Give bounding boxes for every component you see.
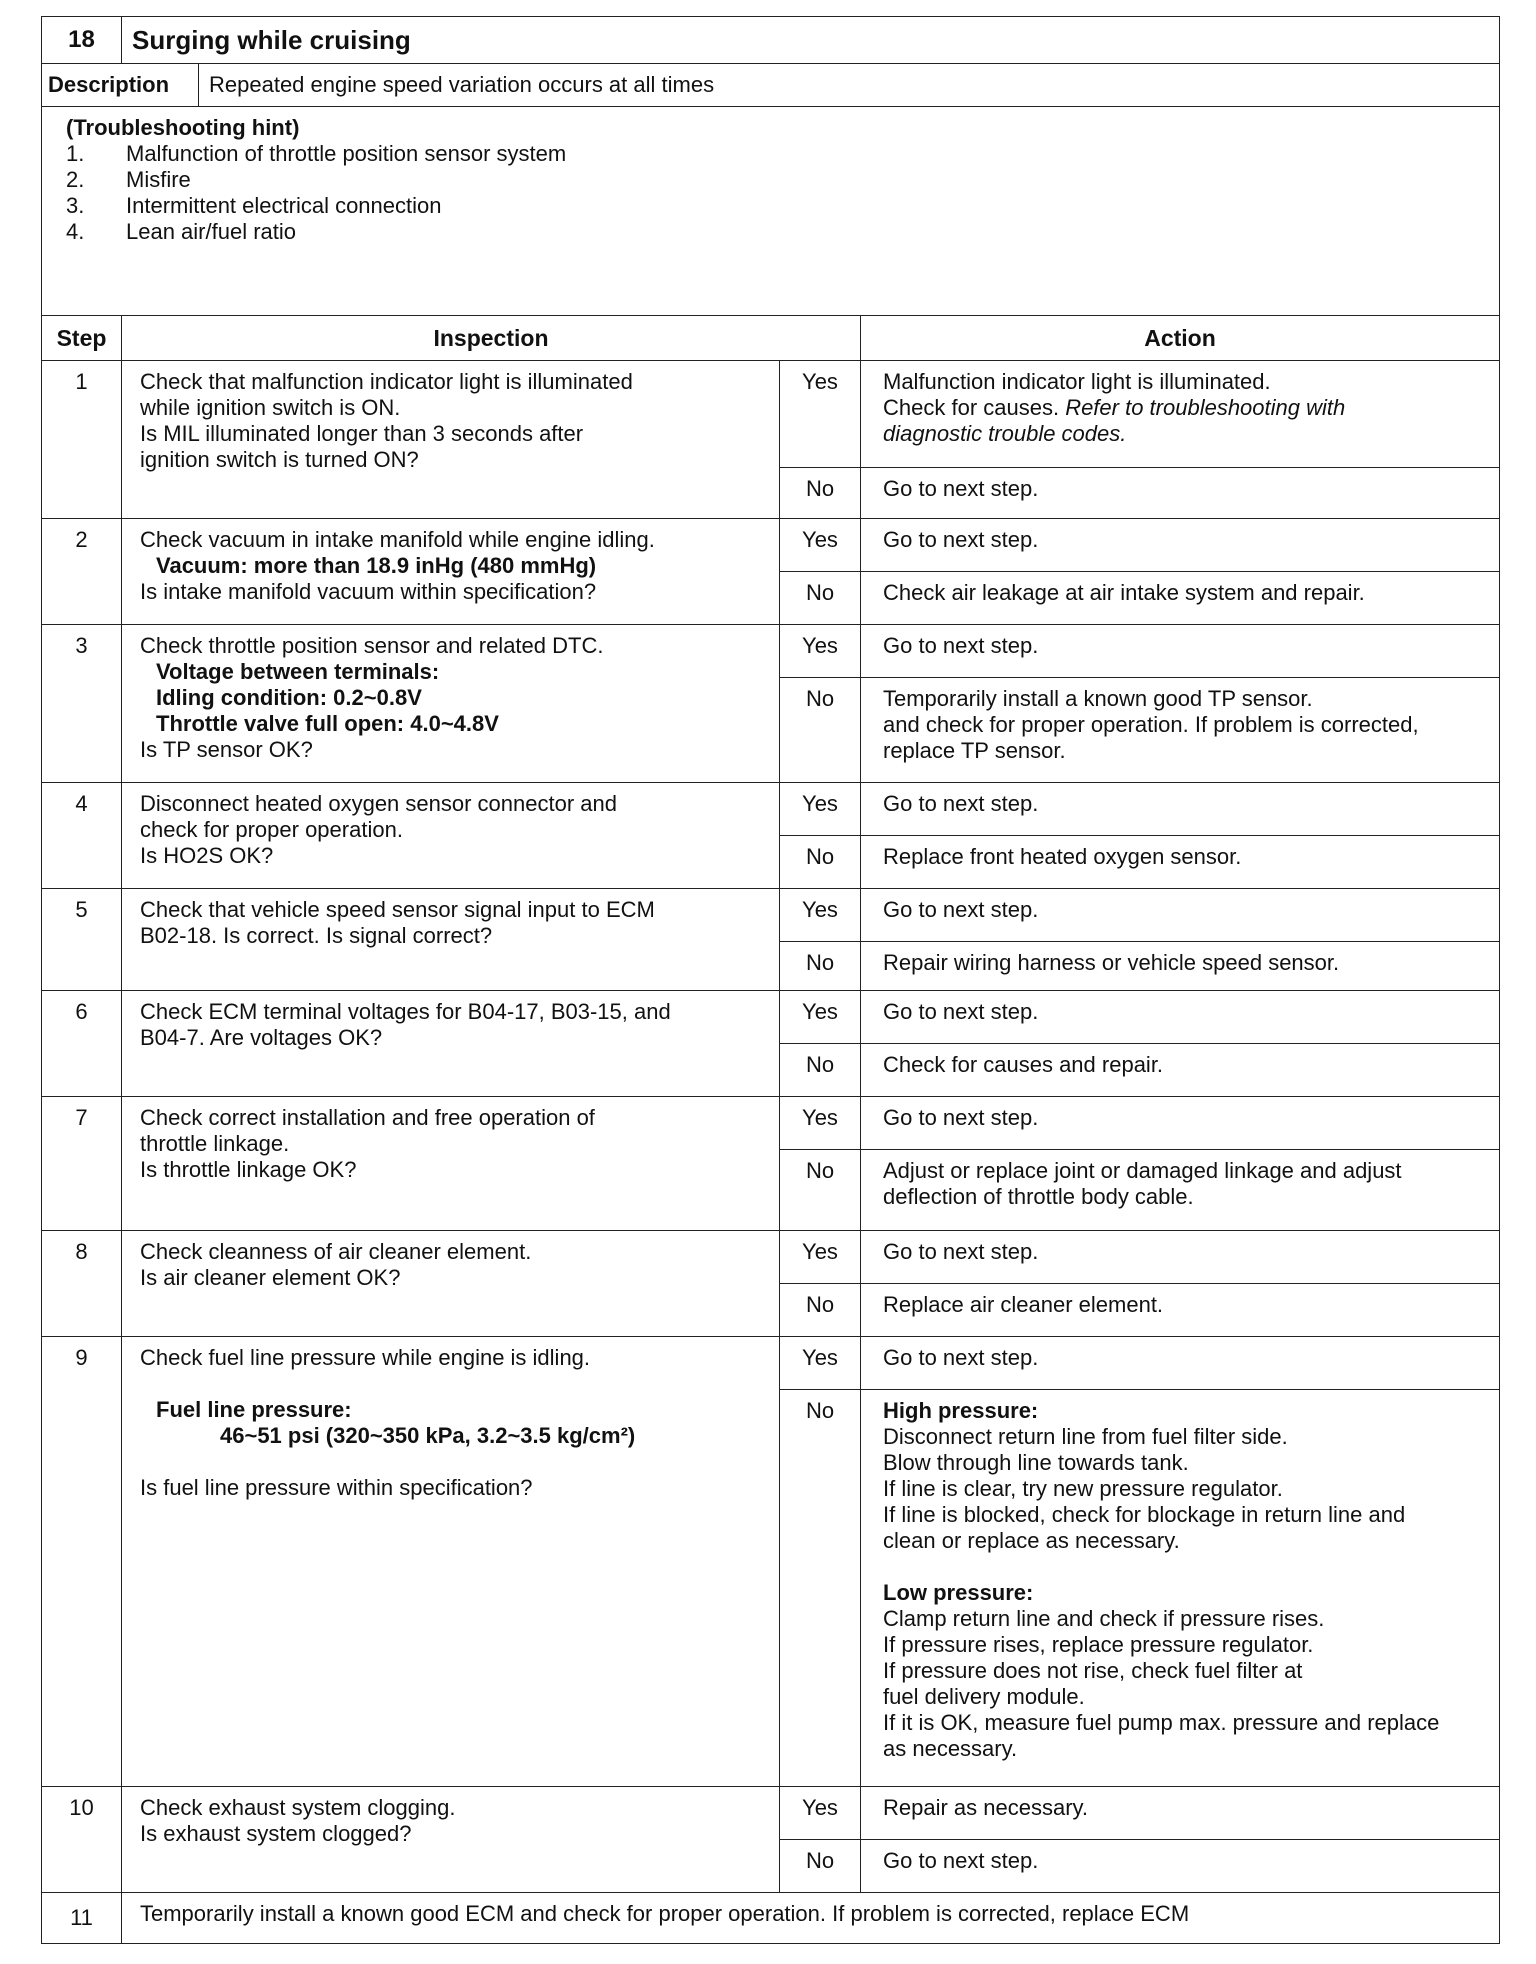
step-inspection: Check throttle position sensor and related DTC. Voltage between terminals: Idling condition: 0.2~0.8V Throttle valve full open: 4.0~4.8V Is TP sensor OK? [122,625,780,783]
yes-action: Malfunction indicator light is illuminated. Check for causes. Refer to troubleshooting with diagnostic trouble codes. [861,361,1500,468]
no-label: No [780,468,861,519]
no-action: Go to next step. [861,1840,1500,1893]
no-label: No [780,1840,861,1893]
high-pressure-title: High pressure: [883,1398,1039,1423]
yes-action: Go to next step. [861,1231,1500,1284]
no-label: No [780,678,861,783]
yes-action: Repair as necessary. [861,1787,1500,1840]
step-inspection: Check that vehicle speed sensor signal input to ECM B02-18. Is correct. Is signal correct? [122,889,780,991]
symptom-number: 18 [42,17,122,64]
step-inspection: Check cleanness of air cleaner element. Is air cleaner element OK? [122,1231,780,1337]
yes-action: Go to next step. [861,783,1500,836]
step-number: 10 [42,1787,122,1893]
no-action: Adjust or replace joint or damaged linkage and adjust deflection of throttle body cable. [861,1150,1500,1231]
no-action: Check for causes and repair. [861,1044,1500,1097]
no-label: No [780,1284,861,1337]
step-row [42,519,1500,572]
no-action: Go to next step. [861,468,1500,519]
no-action: Check air leakage at air intake system and repair. [861,572,1500,625]
no-label: No [780,1044,861,1097]
column-header-inspection: Inspection [122,316,861,361]
yes-label: Yes [780,991,861,1044]
step-inspection: Check that malfunction indicator light is illuminated while ignition switch is ON. Is MIL illuminated longer than 3 seconds after ignition switch is turned ON? [122,361,780,519]
step-number: 3 [42,625,122,783]
no-label: No [780,942,861,991]
no-label: No [780,1390,861,1787]
description-label: Description [42,64,199,107]
step-inspection: Check correct installation and free operation of throttle linkage. Is throttle linkage OK? [122,1097,780,1231]
description-row [42,64,1500,107]
step-row [42,1097,1500,1150]
hints-title: (Troubleshooting hint) [66,115,300,140]
yes-action: Go to next step. [861,519,1500,572]
hints-row [42,107,1500,316]
no-label: No [780,572,861,625]
description-text: Repeated engine speed variation occurs at all times [199,64,1500,107]
step-number: 8 [42,1231,122,1337]
no-action: Replace air cleaner element. [861,1284,1500,1337]
step-row [42,991,1500,1044]
troubleshooting-table [41,16,1500,1944]
yes-label: Yes [780,1787,861,1840]
hint-item: 2. Misfire [66,167,191,192]
step-row [42,889,1500,942]
step-row [42,625,1500,678]
yes-action: Go to next step. [861,625,1500,678]
step-row [42,361,1500,468]
step-inspection: Disconnect heated oxygen sensor connector and check for proper operation. Is HO2S OK? [122,783,780,889]
yes-action: Go to next step. [861,1097,1500,1150]
step-row [42,1337,1500,1390]
no-action: Replace front heated oxygen sensor. [861,836,1500,889]
yes-label: Yes [780,1097,861,1150]
step-number: 11 [42,1893,122,1944]
hint-item: 1. Malfunction of throttle position sensor system [66,141,567,166]
column-header-action: Action [861,316,1500,361]
step-number: 9 [42,1337,122,1787]
step-number: 1 [42,361,122,519]
hint-item: 4. Lean air/fuel ratio [66,219,296,244]
step-inspection: Check ECM terminal voltages for B04-17, B03-15, and B04-7. Are voltages OK? [122,991,780,1097]
step-number: 5 [42,889,122,991]
step-inspection: Check vacuum in intake manifold while engine idling. Vacuum: more than 18.9 inHg (480 mmHg) Is intake manifold vacuum within specification? [122,519,780,625]
low-pressure-title: Low pressure: [883,1580,1034,1605]
column-header-row [42,316,1500,361]
no-action: High pressure: Disconnect return line from fuel filter side. Blow through line towards tank. If line is clear, try new pressure regulator. If line is blocked, check for blockage in return line and clean or replace as necessary. Low pressure: Clamp return line and check if pressure rises. If pressure rises, replace pressure regulator. If pressure does not rise, check fuel filter at fuel delivery module. If it is OK, measure fuel pump max. pressure and replace as necessary. [861,1390,1500,1787]
step-row [42,1787,1500,1840]
yes-action: Go to next step. [861,991,1500,1044]
step-number: 6 [42,991,122,1097]
yes-action: Go to next step. [861,889,1500,942]
step-inspection: Temporarily install a known good ECM and check for proper operation. If problem is corrected, replace ECM [122,1893,1500,1944]
step-number: 4 [42,783,122,889]
symptom-title: Surging while cruising [122,17,1500,64]
yes-label: Yes [780,783,861,836]
yes-label: Yes [780,625,861,678]
step-row [42,783,1500,836]
troubleshooting-hints [42,107,1500,316]
troubleshooting-sheet [41,16,1499,1944]
hint-item: 3. Intermittent electrical connection [66,193,442,218]
no-action: Repair wiring harness or vehicle speed sensor. [861,942,1500,991]
no-action: Temporarily install a known good TP sensor. and check for proper operation. If problem is corrected, replace TP sensor. [861,678,1500,783]
step-number: 7 [42,1097,122,1231]
title-row [42,17,1500,64]
no-label: No [780,836,861,889]
step-row [42,1231,1500,1284]
step-inspection: Check exhaust system clogging. Is exhaust system clogged? [122,1787,780,1893]
yes-label: Yes [780,1337,861,1390]
column-header-step: Step [42,316,122,361]
yes-label: Yes [780,361,861,468]
yes-label: Yes [780,519,861,572]
step-number: 2 [42,519,122,625]
yes-label: Yes [780,889,861,942]
yes-label: Yes [780,1231,861,1284]
yes-action: Go to next step. [861,1337,1500,1390]
step-row [42,1893,1500,1944]
step-inspection: Check fuel line pressure while engine is idling. Fuel line pressure: 46~51 psi (320~350 kPa, 3.2~3.5 kg/cm²) Is fuel line pressure within specification? [122,1337,780,1787]
no-label: No [780,1150,861,1231]
